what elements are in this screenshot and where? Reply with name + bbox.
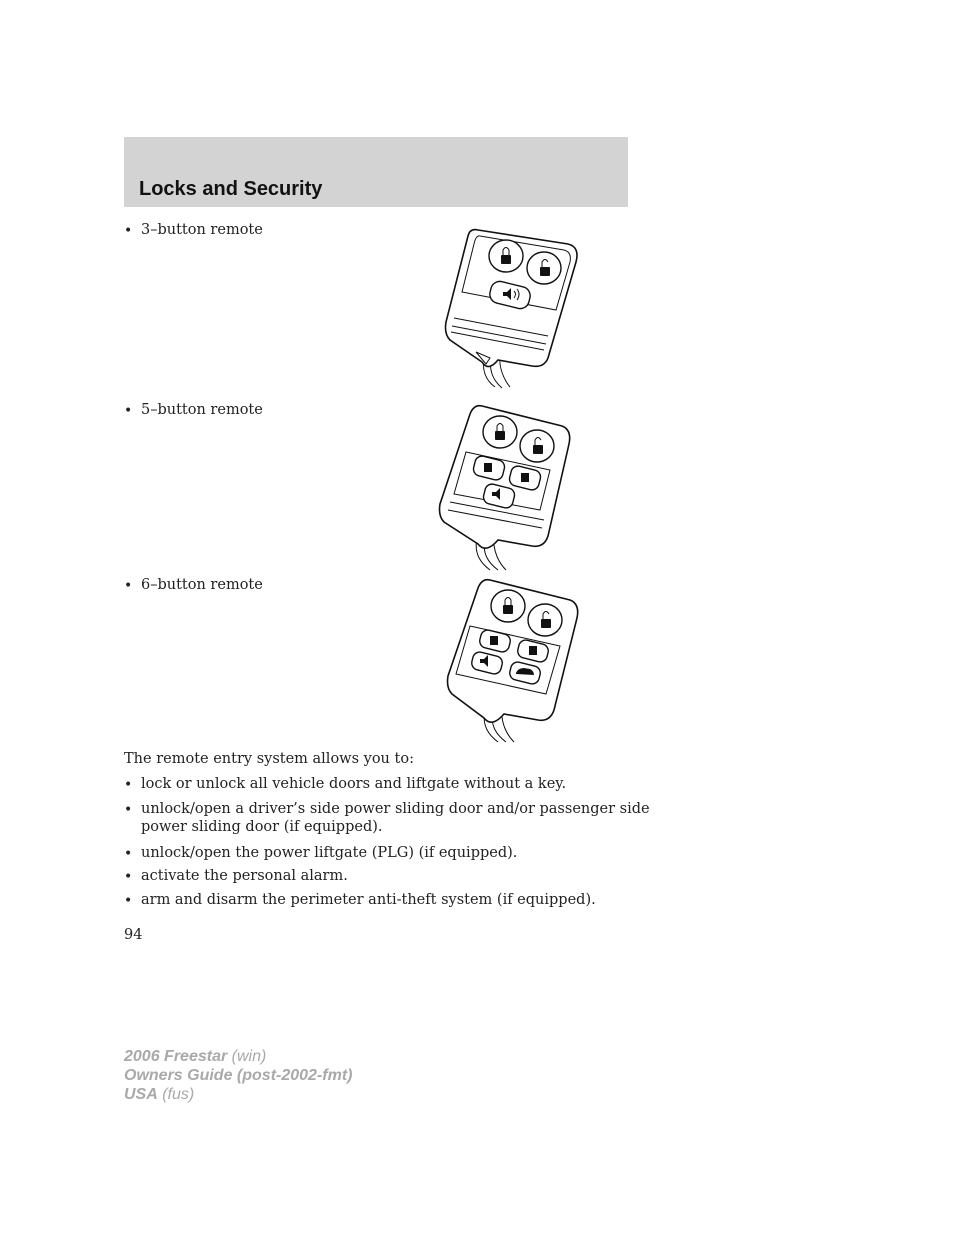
bullet: • xyxy=(124,869,133,885)
remote-label-6-button: 6–button remote xyxy=(141,577,263,593)
bullet: • xyxy=(124,403,133,419)
left-door-icon xyxy=(490,636,498,645)
intro-text: The remote entry system allows you to: xyxy=(124,751,414,767)
list-item: unlock/open the power liftgate (PLG) (if equipped). xyxy=(141,845,518,861)
six-button-remote-illustration xyxy=(444,576,584,744)
list-item: unlock/open a driver’s side power sliding door and/or passenger side xyxy=(141,801,650,817)
list-item: arm and disarm the perimeter anti-theft system (if equipped). xyxy=(141,892,596,908)
bullet: • xyxy=(124,802,133,818)
list-item: lock or unlock all vehicle doors and liftgate without a key. xyxy=(141,776,567,792)
document-footer xyxy=(124,1047,352,1104)
page-number: 94 xyxy=(124,927,143,943)
bullet: • xyxy=(124,893,133,909)
remote-label-5-button: 5–button remote xyxy=(141,402,263,418)
lock-icon xyxy=(501,255,511,264)
footer-market: USA xyxy=(124,1086,158,1103)
list-item: activate the personal alarm. xyxy=(141,868,348,884)
section-title: Locks and Security xyxy=(139,178,323,200)
lock-icon xyxy=(503,605,513,614)
bullet: • xyxy=(124,777,133,793)
bullet: • xyxy=(124,578,133,594)
five-button-remote-illustration xyxy=(436,402,576,574)
right-door-icon xyxy=(521,473,529,482)
list-item-continuation: power sliding door (if equipped). xyxy=(141,819,383,835)
three-button-remote-illustration xyxy=(440,222,580,392)
unlock-icon xyxy=(540,267,550,276)
unlock-icon xyxy=(541,619,551,628)
left-door-icon xyxy=(484,463,492,472)
footer-model-code: (win) xyxy=(227,1048,267,1065)
remote-label-3-button: 3–button remote xyxy=(141,222,263,238)
footer-guide: Owners Guide (post-2002-fmt) xyxy=(124,1067,353,1084)
footer-model: 2006 Freestar xyxy=(124,1048,228,1065)
bullet: • xyxy=(124,223,133,239)
section-header xyxy=(124,137,628,207)
footer-market-code: (fus) xyxy=(157,1086,195,1103)
unlock-icon xyxy=(533,445,543,454)
right-door-icon xyxy=(529,646,537,655)
lock-icon xyxy=(495,431,505,440)
bullet: • xyxy=(124,846,133,862)
